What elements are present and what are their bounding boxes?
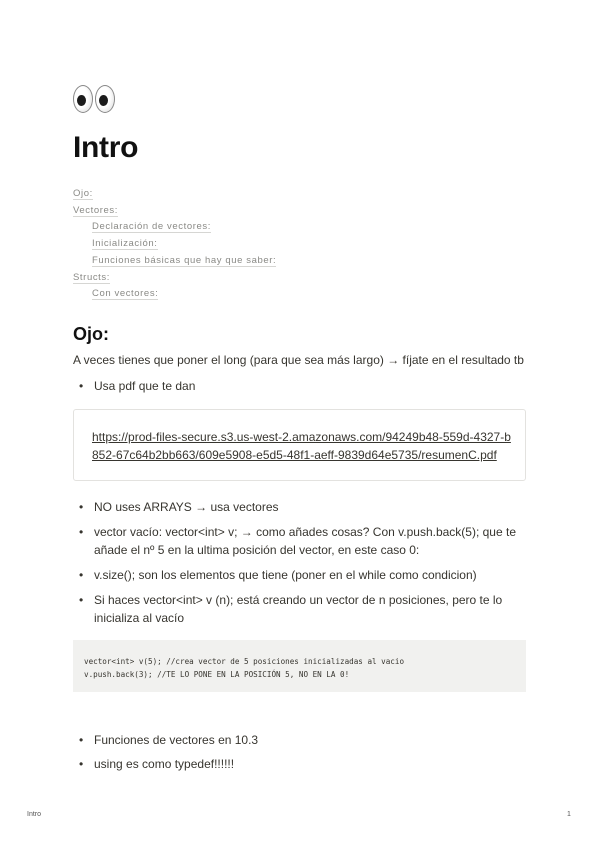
- section-heading-ojo: Ojo:: [73, 324, 109, 344]
- footer-title: Intro: [27, 811, 42, 818]
- toc-item-structs[interactable]: Structs:: [73, 271, 111, 283]
- list-item: • NO uses ARRAYS → usa vectores: [73, 498, 528, 516]
- bullet-list-2: [73, 498, 528, 634]
- code-block: [73, 640, 526, 692]
- page-number: 1: [567, 811, 571, 818]
- toc-item-con-vectores[interactable]: Con vectores:: [92, 288, 159, 300]
- page-content: [73, 82, 528, 771]
- toc-item-funciones-basicas[interactable]: Funciones básicas que hay que saber:: [92, 254, 277, 266]
- table-of-contents: [73, 186, 528, 303]
- list-item: • Funciones de vectores en 10.3: [73, 731, 258, 749]
- code-line: vector<int> v(5); //crea vector de 5 posiciones inicializadas al vacio: [84, 657, 405, 666]
- list-item: • using es como typedef!!!!!!: [73, 755, 258, 773]
- toc-item-inicializacion[interactable]: Inicialización:: [92, 238, 158, 250]
- toc-item-vectores[interactable]: Vectores:: [73, 204, 119, 216]
- bullet-list-1: [73, 377, 195, 395]
- list-item: • Si haces vector<int> v (n); está creando un vector de n posiciones, pero te lo inicializa al vacío: [73, 591, 528, 627]
- right-eye-icon: [95, 85, 115, 113]
- toc-item-ojo[interactable]: Ojo:: [73, 188, 93, 199]
- list-item: • v.size(); son los elementos que tiene (poner en el while como condicion): [73, 566, 528, 584]
- page-title: Intro: [73, 131, 139, 164]
- bullet-list-3: [73, 731, 258, 779]
- toc-item-declaracion[interactable]: Declaración de vectores:: [92, 221, 211, 233]
- pdf-link[interactable]: https://prod-files-secure.s3.us-west-2.amazonaws.com/94249b48-559d-4327-b852-67c64b2bb663/609e5908-e5d5-48f1-aeff-9839d64e5735/resumenC.pdf: [92, 430, 511, 462]
- eyes-emoji-icon: [73, 82, 528, 116]
- list-item: • Usa pdf que te dan: [73, 377, 195, 395]
- list-item: • vector vacío: vector<int> v; → como añades cosas? Con v.push.back(5); que te añade el nº 5 en la ultima posición del vector, en este caso 0:: [73, 523, 528, 559]
- intro-paragraph: A veces tienes que poner el long (para que sea más largo) → fíjate en el resultado tb: [73, 353, 524, 367]
- link-block: [73, 409, 526, 481]
- code-line: v.push.back(3); //TE LO PONE EN LA POSICIÓN 5, NO EN LA 0!: [84, 670, 350, 679]
- left-eye-icon: [73, 85, 93, 113]
